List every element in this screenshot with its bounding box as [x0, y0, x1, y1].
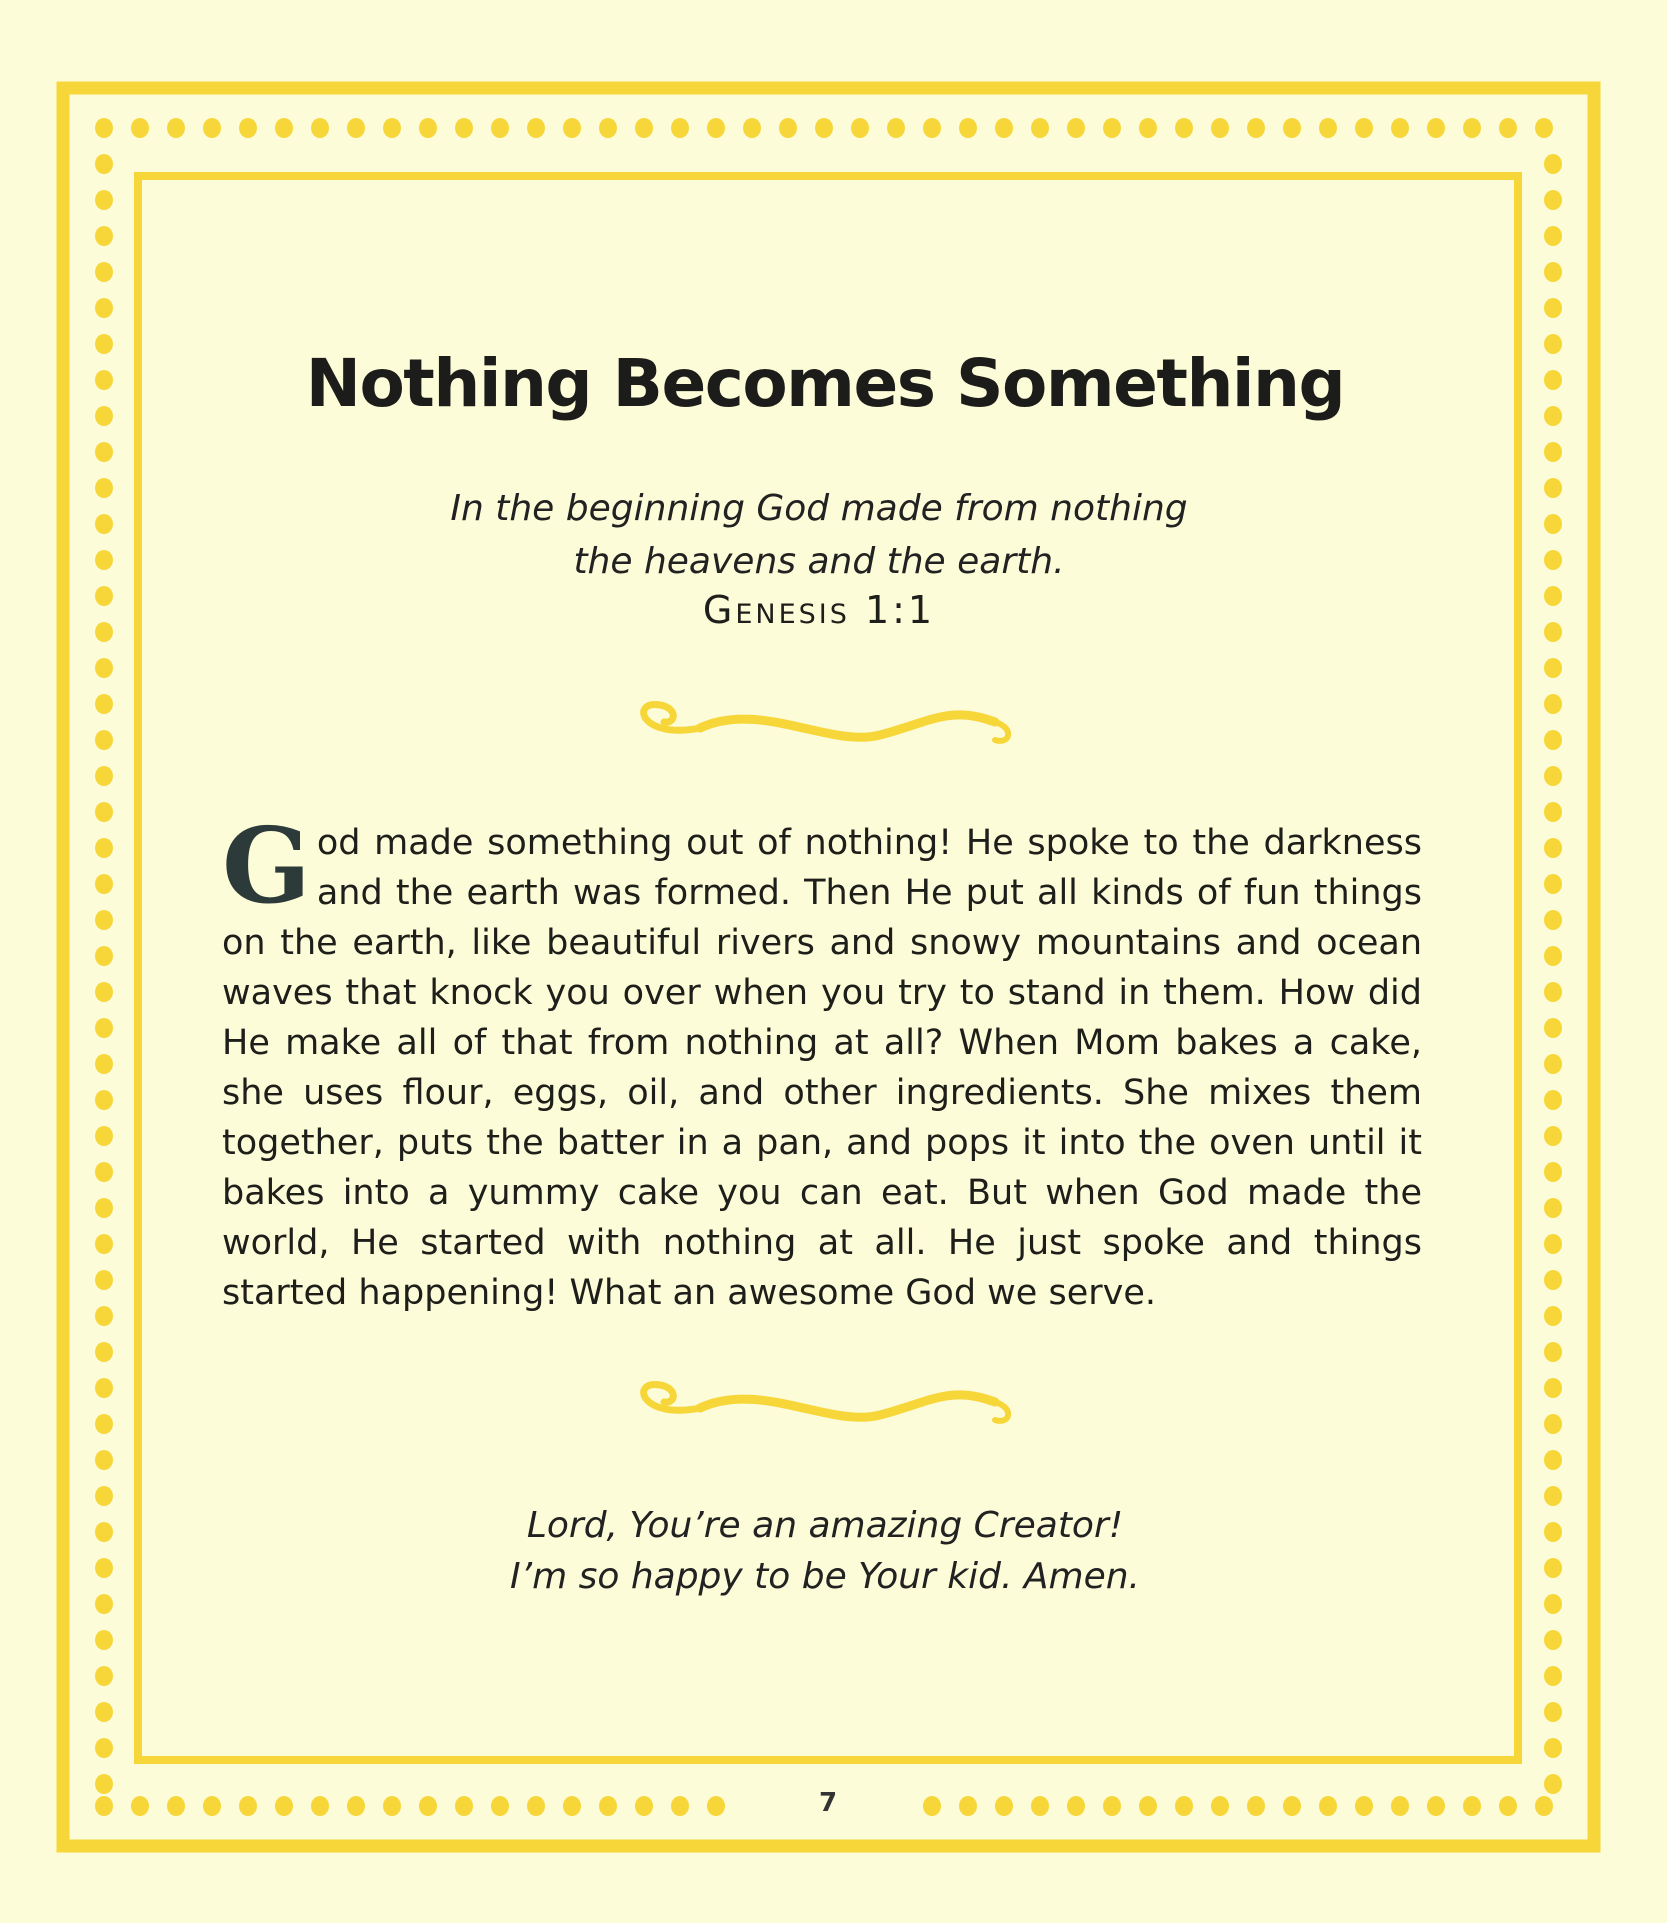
closing-prayer [0, 1500, 1650, 1602]
border-dot [275, 118, 293, 138]
border-dot [95, 262, 113, 282]
border-dot [1103, 1796, 1121, 1816]
border-dot [1175, 1796, 1193, 1816]
border-dot [1544, 946, 1562, 966]
border-dot [95, 694, 113, 714]
border-dot [707, 1796, 725, 1816]
border-dot [95, 190, 113, 210]
border-dot [455, 118, 473, 138]
border-dot [779, 118, 797, 138]
border-dot [887, 118, 905, 138]
ornament-flourish-top [644, 705, 1009, 741]
border-dot [347, 1796, 365, 1816]
border-dot [95, 118, 113, 138]
border-dot [1499, 118, 1517, 138]
border-dot [383, 118, 401, 138]
prayer-line: Lord, You’re an amazing Creator! [526, 1505, 1124, 1546]
border-dot [1544, 1774, 1562, 1794]
border-dot [311, 1796, 329, 1816]
border-dot [95, 1090, 113, 1110]
border-dot [95, 1378, 113, 1398]
border-dot [95, 1270, 113, 1290]
border-dot [1544, 262, 1562, 282]
border-dot [1544, 1090, 1562, 1110]
border-dot [491, 1796, 509, 1816]
body-paragraph: od made something out of nothing! He spoke to the darkness and the earth was formed. Then He put all kinds of fun things on the earth, like beautiful rivers and snowy mountains and ocean waves that knock you over when you try to stand in them. How did He make all of that from nothing at all? When Mom bakes a cake, she uses flour, eggs, oil, and other ingredients. She mixes them together, puts the batter in a pan, and pops it into the oven until it bakes into a yummy cake you can eat. But when God made the world, He started with nothing at all. He just spoke and things started happening! What an awesome God we serve. [222, 823, 1422, 1313]
border-dot [1544, 1018, 1562, 1038]
border-dot [1544, 1198, 1562, 1218]
verse-line: In the beginning God made from nothing [450, 488, 1188, 529]
border-dot [995, 118, 1013, 138]
border-dot [1355, 118, 1373, 138]
border-dot [95, 838, 113, 858]
border-dot [1283, 1796, 1301, 1816]
border-dot [311, 118, 329, 138]
border-dot [419, 118, 437, 138]
border-dot [95, 1414, 113, 1434]
border-dot [1544, 766, 1562, 786]
border-dot [1544, 442, 1562, 462]
border-dot [1544, 1126, 1562, 1146]
border-dot [95, 1054, 113, 1074]
border-dot [995, 1796, 1013, 1816]
border-dot [1544, 1306, 1562, 1326]
border-dot [1319, 118, 1337, 138]
border-dot [1427, 118, 1445, 138]
border-dot [95, 442, 113, 462]
border-dot [95, 1342, 113, 1362]
border-dot [95, 298, 113, 318]
border-dot [1544, 1630, 1562, 1650]
scripture-verse [0, 482, 1638, 588]
border-dot [1139, 118, 1157, 138]
border-dot [1544, 1378, 1562, 1398]
border-dot [1211, 1796, 1229, 1816]
border-dot [95, 226, 113, 246]
border-dot [959, 1796, 977, 1816]
border-dot [1067, 1796, 1085, 1816]
border-dot [1544, 1162, 1562, 1182]
border-dot [1544, 1738, 1562, 1758]
border-dot [923, 1796, 941, 1816]
border-dot [959, 118, 977, 138]
border-dot [1544, 802, 1562, 822]
border-dot [1544, 910, 1562, 930]
border-dot [671, 118, 689, 138]
border-dot [203, 1796, 221, 1816]
border-dot [95, 1198, 113, 1218]
border-dot [1544, 298, 1562, 318]
border-dot [1544, 1450, 1562, 1470]
border-dot [383, 1796, 401, 1816]
border-dot [95, 1774, 113, 1794]
border-dot [1247, 118, 1265, 138]
border-dot [1544, 1342, 1562, 1362]
border-dot [527, 118, 545, 138]
border-dot [239, 118, 257, 138]
devotional-body [222, 804, 1422, 1318]
border-dot [527, 1796, 545, 1816]
border-dot [1544, 154, 1562, 174]
border-dot [95, 766, 113, 786]
border-dot [347, 118, 365, 138]
border-dot [95, 1306, 113, 1326]
page-title: Nothing Becomes Something [305, 345, 1345, 422]
border-dot [1544, 874, 1562, 894]
border-dot [1544, 1234, 1562, 1254]
border-dot [1544, 1054, 1562, 1074]
border-dot [455, 1796, 473, 1816]
border-dot [95, 1666, 113, 1686]
border-dot [707, 118, 725, 138]
border-dot [95, 1018, 113, 1038]
border-dot [95, 802, 113, 822]
border-dot [671, 1796, 689, 1816]
border-dot [1544, 730, 1562, 750]
border-dot [1283, 118, 1301, 138]
border-dot [1544, 1666, 1562, 1686]
border-dot [1067, 118, 1085, 138]
border-dot [239, 1796, 257, 1816]
border-dot [1031, 1796, 1049, 1816]
border-dot [95, 982, 113, 1002]
border-dot [1544, 226, 1562, 246]
border-dot [167, 1796, 185, 1816]
border-dot [1544, 1702, 1562, 1722]
border-dot [95, 1630, 113, 1650]
prayer-line: I’m so happy to be Your kid. Amen. [510, 1556, 1140, 1597]
border-dot [95, 1738, 113, 1758]
border-dot [95, 1162, 113, 1182]
border-dot [1103, 118, 1121, 138]
border-dot [1211, 118, 1229, 138]
drop-cap-letter: G [222, 804, 311, 927]
border-dot [131, 118, 149, 138]
border-dot [95, 658, 113, 678]
border-dot [635, 1796, 653, 1816]
border-dot [419, 1796, 437, 1816]
border-dot [491, 118, 509, 138]
border-dot [1544, 190, 1562, 210]
border-dot [167, 118, 185, 138]
border-dot [203, 118, 221, 138]
border-dot [1427, 1796, 1445, 1816]
border-dot [95, 730, 113, 750]
border-dot [95, 1702, 113, 1722]
border-dot [563, 1796, 581, 1816]
page-number: 7 [818, 1788, 838, 1818]
border-dot [1247, 1796, 1265, 1816]
border-dot [599, 118, 617, 138]
border-dot [1544, 982, 1562, 1002]
border-dot [95, 910, 113, 930]
border-dot [275, 1796, 293, 1816]
border-dot [1463, 118, 1481, 138]
border-dot [1355, 1796, 1373, 1816]
border-dot [1175, 118, 1193, 138]
border-dot [1319, 1796, 1337, 1816]
border-dot [1535, 1796, 1553, 1816]
border-dot [1031, 118, 1049, 138]
border-dot [1544, 1270, 1562, 1290]
border-dot [95, 1796, 113, 1816]
border-dot [599, 1796, 617, 1816]
border-dot [95, 1450, 113, 1470]
border-dot [1544, 1414, 1562, 1434]
border-dot [95, 946, 113, 966]
border-dot [1499, 1796, 1517, 1816]
border-dot [1544, 694, 1562, 714]
border-dot [131, 1796, 149, 1816]
border-dot [95, 874, 113, 894]
border-dot [635, 118, 653, 138]
border-dot [1139, 1796, 1157, 1816]
verse-reference: Genesis 1:1 [702, 588, 936, 632]
border-dot [563, 118, 581, 138]
border-dot [1391, 1796, 1409, 1816]
border-dot [1391, 118, 1409, 138]
border-dot [1463, 1796, 1481, 1816]
border-dot [95, 154, 113, 174]
border-dot [923, 118, 941, 138]
border-dot [743, 118, 761, 138]
ornament-flourish-bottom [644, 1385, 1009, 1421]
border-dot [95, 1234, 113, 1254]
border-dot [1535, 118, 1553, 138]
border-dot [815, 118, 833, 138]
border-dot [1544, 838, 1562, 858]
verse-line: the heavens and the earth. [573, 541, 1065, 582]
border-dot [95, 1126, 113, 1146]
border-dot [851, 118, 869, 138]
border-dot [1544, 658, 1562, 678]
